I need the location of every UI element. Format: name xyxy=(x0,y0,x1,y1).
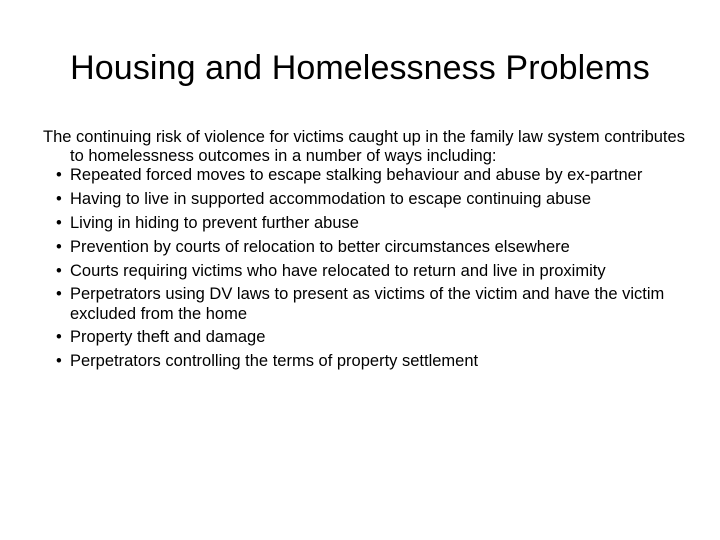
bullet-text: Perpetrators controlling the terms of property settlement xyxy=(70,352,479,371)
bullet-icon: • xyxy=(56,328,62,347)
bullet-text: Property theft and damage xyxy=(70,328,266,347)
bullet-icon: • xyxy=(56,285,62,304)
bullet-text: Having to live in supported accommodation to escape continuing abuse xyxy=(70,190,591,209)
list-item xyxy=(43,262,688,281)
slide-body xyxy=(43,128,688,376)
bullet-icon: • xyxy=(56,214,62,232)
bullet-text: Perpetrators using DV laws to present as victims of the victim and have the victim excluded from the home xyxy=(70,285,665,323)
list-item xyxy=(43,328,688,347)
bullet-icon: • xyxy=(56,261,62,280)
bullet-icon: • xyxy=(56,352,62,371)
intro-paragraph: The continuing risk of violence for victims caught up in the family law system contributes to homelessness outcomes in a number of ways including: xyxy=(43,128,685,166)
list-item xyxy=(43,285,688,323)
bullet-text: Living in hiding to prevent further abuse xyxy=(70,214,359,232)
list-item xyxy=(43,190,688,209)
bullet-text: Repeated forced moves to escape stalking behaviour and abuse by ex-partner xyxy=(70,166,643,185)
list-item xyxy=(43,238,688,257)
bullet-icon: • xyxy=(56,166,62,185)
list-item xyxy=(43,352,688,371)
list-item xyxy=(43,166,688,185)
slide-title: Housing and Homelessness Problems xyxy=(70,49,650,87)
bullet-icon: • xyxy=(56,190,62,209)
bullet-text: Courts requiring victims who have relocated to return and live in proximity xyxy=(70,261,606,280)
bullet-icon: • xyxy=(56,237,62,256)
list-item xyxy=(43,214,688,233)
bullet-text: Prevention by courts of relocation to better circumstances elsewhere xyxy=(70,237,570,256)
bullet-list xyxy=(43,166,688,371)
